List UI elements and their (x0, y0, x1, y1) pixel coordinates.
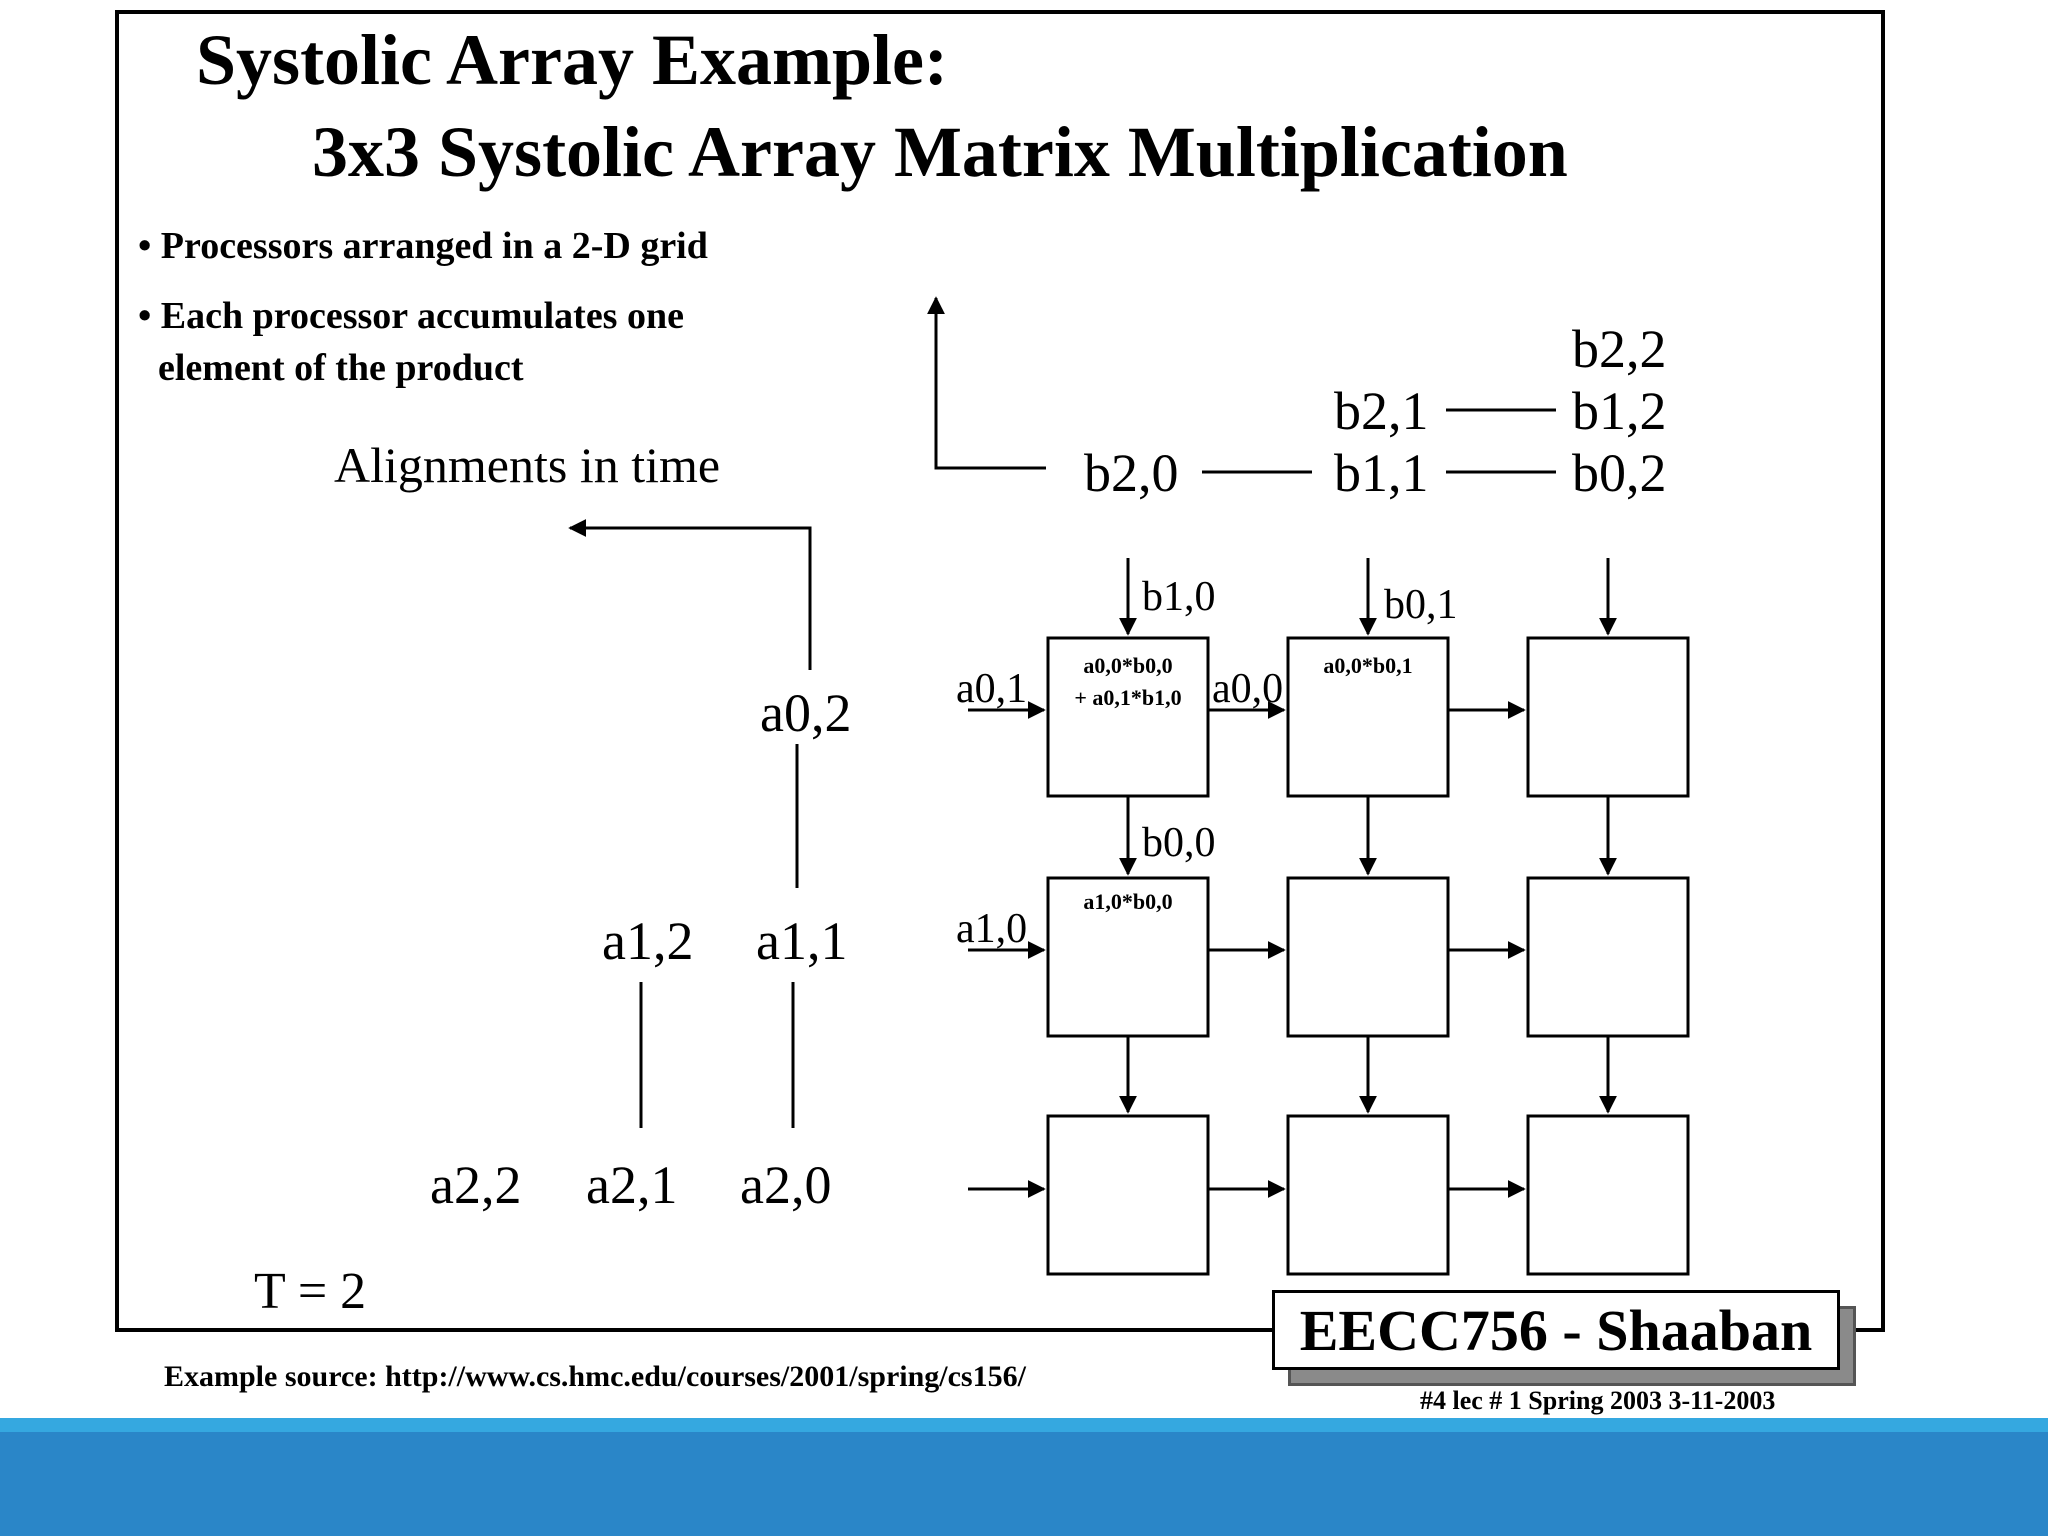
label-b01: b0,1 (1384, 582, 1458, 628)
label-b11: b1,1 (1334, 443, 1429, 503)
label-b20: b2,0 (1084, 443, 1179, 503)
bullet-2-continued: element of the product (158, 347, 524, 389)
cell-0-0-line-1: a0,0*b0,0 (1083, 653, 1173, 678)
cell-0-0-line-2: + a0,1*b1,0 (1074, 684, 1182, 710)
title-line-2: 3x3 Systolic Array Matrix Multiplication (312, 112, 1568, 192)
bullet-1: • Processors arranged in a 2-D grid (138, 225, 708, 267)
label-a02: a0,2 (760, 683, 852, 743)
label-b21: b2,1 (1334, 381, 1429, 441)
pe-2-0 (1048, 1116, 1208, 1274)
label-a12: a1,2 (602, 911, 694, 971)
pe-2-2 (1528, 1116, 1688, 1274)
bullet-2: • Each processor accumulates one (138, 295, 684, 337)
lecture-info: #4 lec # 1 Spring 2003 3-11-2003 (1420, 1386, 1776, 1415)
label-b12: b1,2 (1572, 381, 1667, 441)
source-text: Example source: http://www.cs.hmc.edu/courses/2001/spring/cs156/ (164, 1360, 1026, 1393)
label-a22: a2,2 (430, 1155, 522, 1215)
label-a01: a0,1 (956, 666, 1028, 712)
cell-0-0-text (1050, 650, 1206, 714)
label-b00: b0,0 (1142, 820, 1216, 866)
title-line-1: Systolic Array Example: (196, 20, 948, 100)
cell-1-0-text: a1,0*b0,0 (1083, 889, 1173, 914)
label-a21: a2,1 (586, 1155, 678, 1215)
brand-box: EECC756 - Shaaban (1272, 1290, 1840, 1370)
pe-0-2 (1528, 638, 1688, 796)
bottom-bar (0, 1418, 2048, 1536)
b-time-arrow (936, 298, 1046, 468)
a-time-arrow (570, 528, 810, 670)
label-a11: a1,1 (756, 911, 848, 971)
time-label: T = 2 (254, 1263, 367, 1320)
pe-1-1 (1288, 878, 1448, 1036)
label-a20: a2,0 (740, 1155, 832, 1215)
label-a00: a0,0 (1212, 666, 1284, 712)
label-b02: b0,2 (1572, 443, 1667, 503)
pe-1-2 (1528, 878, 1688, 1036)
label-a10: a1,0 (956, 906, 1028, 952)
cell-0-1-text: a0,0*b0,1 (1323, 653, 1413, 678)
alignments-label: Alignments in time (334, 437, 721, 493)
label-b22: b2,2 (1572, 319, 1667, 379)
label-b10: b1,0 (1142, 574, 1216, 620)
pe-2-1 (1288, 1116, 1448, 1274)
